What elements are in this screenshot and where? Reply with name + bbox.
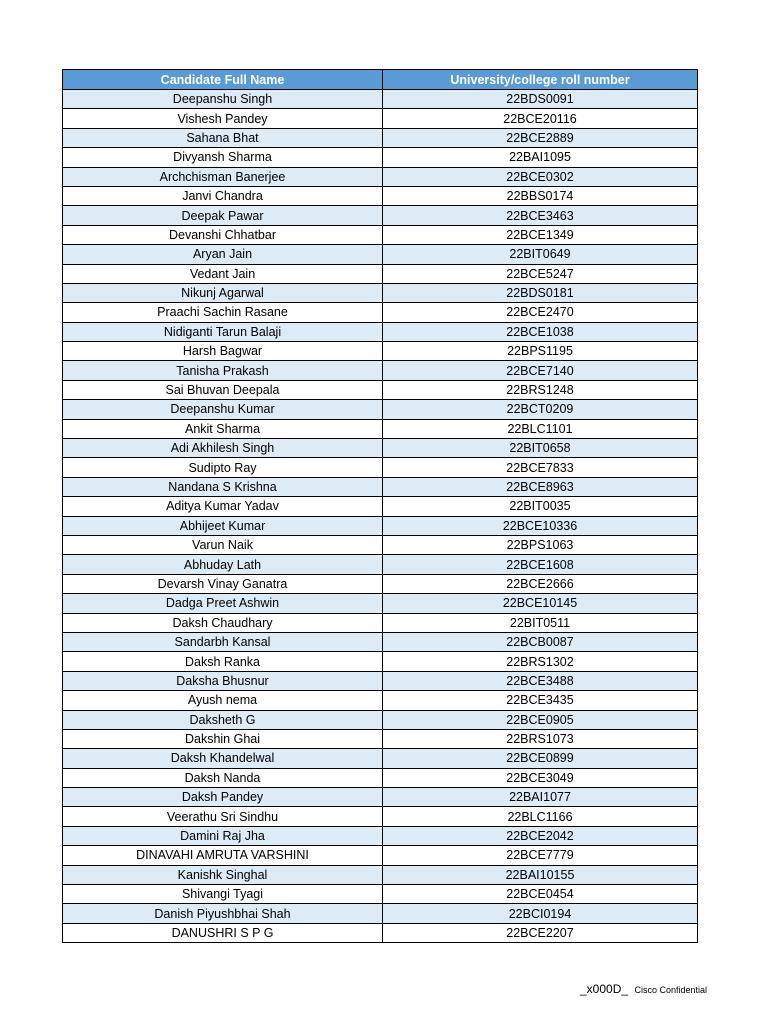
table-row bbox=[63, 400, 698, 419]
candidate-name-cell: Aditya Kumar Yadav bbox=[63, 497, 383, 516]
column-header-name: Candidate Full Name bbox=[63, 70, 383, 90]
table-row bbox=[63, 904, 698, 923]
candidate-name-cell: Daksh Nanda bbox=[63, 768, 383, 787]
candidate-name-cell: Nandana S Krishna bbox=[63, 477, 383, 496]
roll-number-cell: 22BCT0209 bbox=[383, 400, 698, 419]
roll-number-cell: 22BCE2470 bbox=[383, 303, 698, 322]
candidate-table bbox=[62, 69, 698, 943]
candidate-name-cell: Abhuday Lath bbox=[63, 555, 383, 574]
table-row bbox=[63, 497, 698, 516]
candidate-name-cell: Veerathu Sri Sindhu bbox=[63, 807, 383, 826]
spreadsheet-page bbox=[62, 69, 697, 943]
candidate-name-cell: Daksh Khandelwal bbox=[63, 749, 383, 768]
table-row bbox=[63, 846, 698, 865]
candidate-name-cell: Kanishk Singhal bbox=[63, 865, 383, 884]
table-row bbox=[63, 477, 698, 496]
roll-number-cell: 22BCE2666 bbox=[383, 574, 698, 593]
table-row bbox=[63, 613, 698, 632]
table-row bbox=[63, 109, 698, 128]
candidate-name-cell: Praachi Sachin Rasane bbox=[63, 303, 383, 322]
table-row bbox=[63, 380, 698, 399]
roll-number-cell: 22BAI1095 bbox=[383, 148, 698, 167]
table-row bbox=[63, 826, 698, 845]
footer-code: _x000D_ bbox=[580, 982, 629, 996]
table-row bbox=[63, 923, 698, 942]
column-header-roll-number: University/college roll number bbox=[383, 70, 698, 90]
roll-number-cell: 22BCE0302 bbox=[383, 167, 698, 186]
table-row bbox=[63, 652, 698, 671]
candidate-name-cell: Vishesh Pandey bbox=[63, 109, 383, 128]
table-row bbox=[63, 225, 698, 244]
candidate-name-cell: Adi Akhilesh Singh bbox=[63, 439, 383, 458]
roll-number-cell: 22BIT0511 bbox=[383, 613, 698, 632]
candidate-name-cell: Damini Raj Jha bbox=[63, 826, 383, 845]
roll-number-cell: 22BCE0905 bbox=[383, 710, 698, 729]
table-row bbox=[63, 186, 698, 205]
roll-number-cell: 22BCE3463 bbox=[383, 206, 698, 225]
table-row bbox=[63, 342, 698, 361]
roll-number-cell: 22BCE1349 bbox=[383, 225, 698, 244]
roll-number-cell: 22BIT0649 bbox=[383, 245, 698, 264]
roll-number-cell: 22BPS1063 bbox=[383, 535, 698, 554]
table-row bbox=[63, 245, 698, 264]
roll-number-cell: 22BCE20116 bbox=[383, 109, 698, 128]
roll-number-cell: 22BCE3049 bbox=[383, 768, 698, 787]
roll-number-cell: 22BRS1073 bbox=[383, 729, 698, 748]
roll-number-cell: 22BLC1101 bbox=[383, 419, 698, 438]
page-footer bbox=[580, 980, 707, 998]
table-row bbox=[63, 439, 698, 458]
roll-number-cell: 22BAI1077 bbox=[383, 788, 698, 807]
candidate-name-cell: Daksh Ranka bbox=[63, 652, 383, 671]
table-row bbox=[63, 594, 698, 613]
candidate-name-cell: Daksh Pandey bbox=[63, 788, 383, 807]
table-row bbox=[63, 128, 698, 147]
table-row bbox=[63, 419, 698, 438]
table-row bbox=[63, 671, 698, 690]
candidate-name-cell: Shivangi Tyagi bbox=[63, 885, 383, 904]
roll-number-cell: 22BCE7779 bbox=[383, 846, 698, 865]
roll-number-cell: 22BBS0174 bbox=[383, 186, 698, 205]
table-row bbox=[63, 788, 698, 807]
roll-number-cell: 22BCE2889 bbox=[383, 128, 698, 147]
candidate-name-cell: Daksheth G bbox=[63, 710, 383, 729]
candidate-name-cell: Archchisman Banerjee bbox=[63, 167, 383, 186]
roll-number-cell: 22BRS1302 bbox=[383, 652, 698, 671]
table-row bbox=[63, 264, 698, 283]
roll-number-cell: 22BCE3488 bbox=[383, 671, 698, 690]
roll-number-cell: 22BAI10155 bbox=[383, 865, 698, 884]
candidate-name-cell: Ayush nema bbox=[63, 691, 383, 710]
table-row bbox=[63, 729, 698, 748]
table-row bbox=[63, 885, 698, 904]
table-row bbox=[63, 283, 698, 302]
roll-number-cell: 22BIT0035 bbox=[383, 497, 698, 516]
table-row bbox=[63, 710, 698, 729]
table-row bbox=[63, 206, 698, 225]
candidate-name-cell: Vedant Jain bbox=[63, 264, 383, 283]
table-row bbox=[63, 691, 698, 710]
candidate-name-cell: DINAVAHI AMRUTA VARSHINI bbox=[63, 846, 383, 865]
roll-number-cell: 22BCE0454 bbox=[383, 885, 698, 904]
roll-number-cell: 22BCE10336 bbox=[383, 516, 698, 535]
table-header-row bbox=[63, 70, 698, 90]
table-row bbox=[63, 516, 698, 535]
candidate-name-cell: Deepak Pawar bbox=[63, 206, 383, 225]
candidate-name-cell: Dakshin Ghai bbox=[63, 729, 383, 748]
candidate-name-cell: Sai Bhuvan Deepala bbox=[63, 380, 383, 399]
candidate-name-cell: Sandarbh Kansal bbox=[63, 632, 383, 651]
table-row bbox=[63, 807, 698, 826]
candidate-name-cell: Divyansh Sharma bbox=[63, 148, 383, 167]
roll-number-cell: 22BCE2042 bbox=[383, 826, 698, 845]
roll-number-cell: 22BCE7833 bbox=[383, 458, 698, 477]
table-row bbox=[63, 632, 698, 651]
table-row bbox=[63, 303, 698, 322]
roll-number-cell: 22BCE0899 bbox=[383, 749, 698, 768]
roll-number-cell: 22BCI0194 bbox=[383, 904, 698, 923]
roll-number-cell: 22BCE3435 bbox=[383, 691, 698, 710]
candidate-name-cell: Aryan Jain bbox=[63, 245, 383, 264]
table-row bbox=[63, 555, 698, 574]
table-row bbox=[63, 749, 698, 768]
roll-number-cell: 22BIT0658 bbox=[383, 439, 698, 458]
table-row bbox=[63, 458, 698, 477]
table-row bbox=[63, 768, 698, 787]
table-row bbox=[63, 865, 698, 884]
roll-number-cell: 22BCE7140 bbox=[383, 361, 698, 380]
table-row bbox=[63, 148, 698, 167]
candidate-name-cell: Sahana Bhat bbox=[63, 128, 383, 147]
candidate-name-cell: DANUSHRI S P G bbox=[63, 923, 383, 942]
candidate-name-cell: Tanisha Prakash bbox=[63, 361, 383, 380]
candidate-name-cell: Daksha Bhusnur bbox=[63, 671, 383, 690]
roll-number-cell: 22BCE2207 bbox=[383, 923, 698, 942]
roll-number-cell: 22BCE8963 bbox=[383, 477, 698, 496]
candidate-name-cell: Nidiganti Tarun Balaji bbox=[63, 322, 383, 341]
candidate-name-cell: Sudipto Ray bbox=[63, 458, 383, 477]
candidate-name-cell: Devanshi Chhatbar bbox=[63, 225, 383, 244]
table-row bbox=[63, 90, 698, 109]
roll-number-cell: 22BDS0091 bbox=[383, 90, 698, 109]
table-row bbox=[63, 361, 698, 380]
candidate-name-cell: Ankit Sharma bbox=[63, 419, 383, 438]
table-row bbox=[63, 322, 698, 341]
roll-number-cell: 22BPS1195 bbox=[383, 342, 698, 361]
candidate-name-cell: Abhijeet Kumar bbox=[63, 516, 383, 535]
candidate-name-cell: Harsh Bagwar bbox=[63, 342, 383, 361]
table-row bbox=[63, 167, 698, 186]
roll-number-cell: 22BDS0181 bbox=[383, 283, 698, 302]
roll-number-cell: 22BLC1166 bbox=[383, 807, 698, 826]
roll-number-cell: 22BCE1038 bbox=[383, 322, 698, 341]
candidate-name-cell: Varun Naik bbox=[63, 535, 383, 554]
candidate-name-cell: Nikunj Agarwal bbox=[63, 283, 383, 302]
roll-number-cell: 22BRS1248 bbox=[383, 380, 698, 399]
confidential-label: Cisco Confidential bbox=[634, 985, 708, 995]
table-row bbox=[63, 574, 698, 593]
candidate-name-cell: Daksh Chaudhary bbox=[63, 613, 383, 632]
candidate-name-cell: Danish Piyushbhai Shah bbox=[63, 904, 383, 923]
candidate-name-cell: Janvi Chandra bbox=[63, 186, 383, 205]
table-body bbox=[63, 90, 698, 943]
roll-number-cell: 22BCE5247 bbox=[383, 264, 698, 283]
candidate-name-cell: Deepanshu Singh bbox=[63, 90, 383, 109]
roll-number-cell: 22BCE10145 bbox=[383, 594, 698, 613]
table-row bbox=[63, 535, 698, 554]
roll-number-cell: 22BCB0087 bbox=[383, 632, 698, 651]
roll-number-cell: 22BCE1608 bbox=[383, 555, 698, 574]
candidate-name-cell: Dadga Preet Ashwin bbox=[63, 594, 383, 613]
candidate-name-cell: Deepanshu Kumar bbox=[63, 400, 383, 419]
candidate-name-cell: Devarsh Vinay Ganatra bbox=[63, 574, 383, 593]
